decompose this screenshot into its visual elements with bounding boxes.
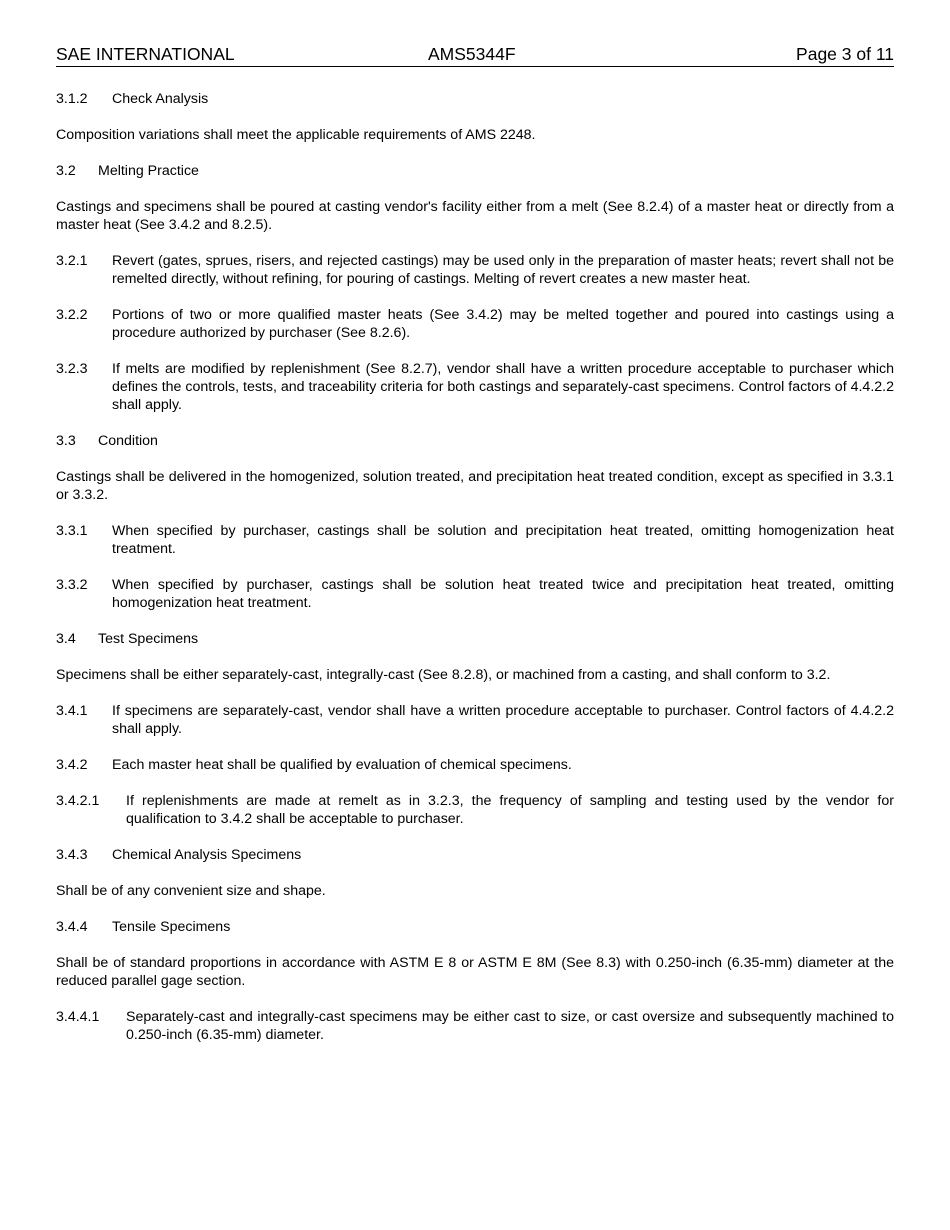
paragraph-3-1-2: Composition variations shall meet the applicable requirements of AMS 2248. bbox=[56, 127, 536, 143]
section-heading-3-2 bbox=[56, 162, 894, 180]
item-3-4-2-1 bbox=[56, 792, 894, 828]
item-text: Tensile Specimens bbox=[112, 919, 231, 935]
item-number: 3.2.1 bbox=[56, 253, 88, 269]
section-title: Melting Practice bbox=[98, 163, 199, 179]
item-number: 3.4.2 bbox=[56, 757, 88, 773]
section-heading-3-1-2 bbox=[56, 90, 894, 108]
section-title: Test Specimens bbox=[98, 631, 199, 647]
page-header bbox=[56, 44, 894, 67]
item-number: 3.2.3 bbox=[56, 361, 88, 377]
section-number: 3.3 bbox=[56, 433, 76, 449]
item-text: Portions of two or more qualified master heats (See 3.4.2) may be melted together and poured into castings using a procedure authorized by purchaser (See 8.2.6). bbox=[112, 307, 894, 341]
section-heading-3-3 bbox=[56, 432, 894, 450]
item-text: If specimens are separately-cast, vendor shall have a written procedure acceptable to purchaser. Control factors of 4.4.2.2 shall apply. bbox=[112, 703, 894, 737]
item-3-2-2 bbox=[56, 306, 894, 342]
paragraph-3-2: Castings and specimens shall be poured at casting vendor's facility either from a melt (See 8.2.4) of a master heat or directly from a master heat (See 3.4.2 and 8.2.5). bbox=[56, 199, 894, 233]
item-number: 3.2.2 bbox=[56, 307, 88, 323]
item-3-4-4-1 bbox=[56, 1008, 894, 1044]
item-3-3-2 bbox=[56, 576, 894, 612]
item-3-4-4 bbox=[56, 918, 894, 936]
paragraph-3-4-4: Shall be of standard proportions in accordance with ASTM E 8 or ASTM E 8M (See 8.3) with 0.250-inch (6.35-mm) diameter at the reduced parallel gage section. bbox=[56, 955, 894, 989]
item-3-2-3 bbox=[56, 360, 894, 414]
section-number: 3.4 bbox=[56, 631, 76, 647]
item-text: When specified by purchaser, castings shall be solution and precipitation heat treated, omitting homogenization heat treatment. bbox=[112, 523, 894, 557]
item-number: 3.4.1 bbox=[56, 703, 88, 719]
paragraph-3-4-3: Shall be of any convenient size and shape. bbox=[56, 883, 326, 899]
item-number: 3.3.2 bbox=[56, 577, 88, 593]
section-title: Check Analysis bbox=[112, 91, 209, 107]
item-3-3-1 bbox=[56, 522, 894, 558]
item-3-4-1 bbox=[56, 702, 894, 738]
header-page-number: Page 3 of 11 bbox=[796, 44, 894, 64]
item-number: 3.4.4.1 bbox=[56, 1009, 100, 1025]
item-text: Revert (gates, sprues, risers, and rejected castings) may be used only in the preparation of master heats; revert shall not be remelted directly, without refining, for pouring of castings. Melting of revert creates a new master heat. bbox=[112, 253, 894, 287]
item-number: 3.4.2.1 bbox=[56, 793, 100, 809]
item-3-2-1 bbox=[56, 252, 894, 288]
item-number: 3.4.4 bbox=[56, 919, 88, 935]
section-number: 3.1.2 bbox=[56, 91, 88, 107]
paragraph-3-3: Castings shall be delivered in the homogenized, solution treated, and precipitation heat treated condition, except as specified in 3.3.1 or 3.3.2. bbox=[56, 469, 894, 503]
item-text: If melts are modified by replenishment (See 8.2.7), vendor shall have a written procedure acceptable to purchaser which defines the controls, tests, and traceability criteria for both castings and separately-cast specimens. Control factors of 4.4.2.2 shall apply. bbox=[112, 361, 894, 413]
section-title: Condition bbox=[98, 433, 158, 449]
item-number: 3.3.1 bbox=[56, 523, 88, 539]
section-heading-3-4 bbox=[56, 630, 894, 648]
item-text: When specified by purchaser, castings shall be solution heat treated twice and precipitation heat treated, omitting homogenization heat treatment. bbox=[112, 577, 894, 611]
item-text: Chemical Analysis Specimens bbox=[112, 847, 302, 863]
header-doc-number: AMS5344F bbox=[428, 44, 516, 64]
item-text: Separately-cast and integrally-cast specimens may be either cast to size, or cast oversize and subsequently machined to 0.250-inch (6.35-mm) diameter. bbox=[126, 1009, 894, 1043]
item-3-4-2 bbox=[56, 756, 894, 774]
item-3-4-3 bbox=[56, 846, 894, 864]
header-org: SAE INTERNATIONAL bbox=[56, 44, 235, 64]
item-number: 3.4.3 bbox=[56, 847, 88, 863]
document-body bbox=[56, 90, 894, 1062]
item-text: Each master heat shall be qualified by evaluation of chemical specimens. bbox=[112, 757, 572, 773]
item-text: If replenishments are made at remelt as in 3.2.3, the frequency of sampling and testing used by the vendor for qualification to 3.4.2 shall be acceptable to purchaser. bbox=[126, 793, 894, 827]
paragraph-3-4: Specimens shall be either separately-cast, integrally-cast (See 8.2.8), or machined from a casting, and shall conform to 3.2. bbox=[56, 667, 831, 683]
section-number: 3.2 bbox=[56, 163, 76, 179]
